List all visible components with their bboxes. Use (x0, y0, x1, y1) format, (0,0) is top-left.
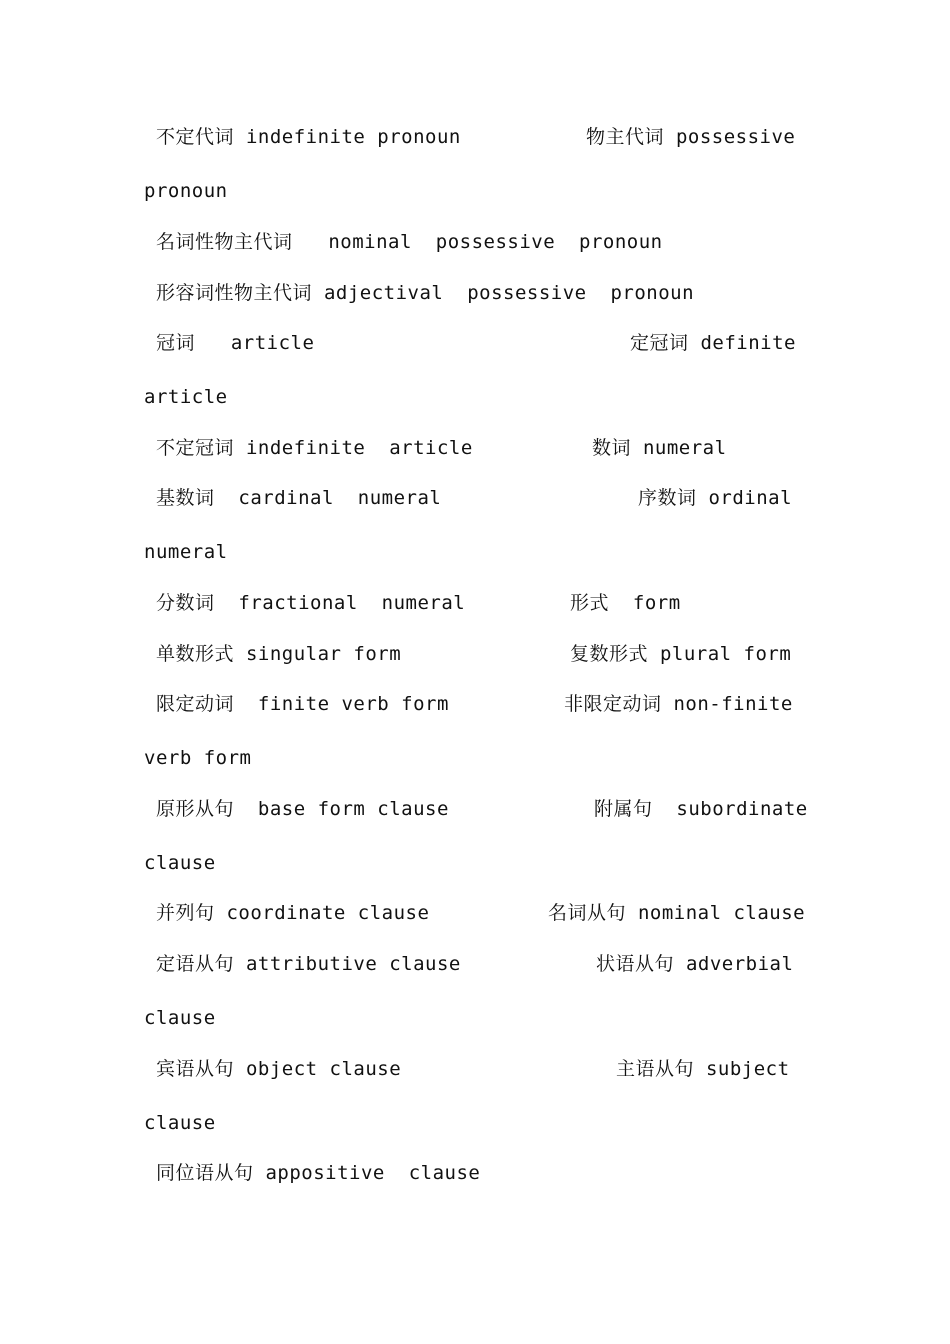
term-left: 同位语从句 appositive clause (156, 1162, 481, 1184)
term-left: 宾语从句 object clause (156, 1058, 402, 1080)
term-left: clause (144, 852, 216, 874)
term-line-continuation (144, 1003, 808, 1033)
term-left: 不定冠词 indefinite article (156, 437, 473, 459)
term-line-continuation (144, 176, 808, 206)
term-line (144, 588, 808, 618)
term-line (144, 433, 808, 463)
term-line (144, 949, 808, 979)
term-line (144, 689, 808, 719)
term-line-continuation (144, 537, 808, 567)
term-line-continuation (144, 848, 808, 878)
term-left: 基数词 cardinal numeral (156, 487, 442, 509)
term-right: 序数词 ordinal (638, 487, 793, 509)
term-left: 不定代词 indefinite pronoun (156, 126, 461, 148)
term-left: 并列句 coordinate clause (156, 902, 430, 924)
term-left: 原形从句 base form clause (156, 798, 449, 820)
term-right: 复数形式 plural form (570, 643, 792, 665)
term-left: numeral (144, 541, 228, 563)
term-left: pronoun (144, 180, 228, 202)
term-line (144, 1158, 808, 1188)
term-right: 附属句 subordinate (594, 798, 808, 820)
term-left: 名词性物主代词 nominal possessive pronoun (156, 231, 663, 253)
term-left: 定语从句 attributive clause (156, 953, 461, 975)
term-right: 名词从句 nominal clause (548, 902, 806, 924)
term-left: verb form (144, 747, 252, 769)
term-left: 单数形式 singular form (156, 643, 402, 665)
term-right: 数词 numeral (592, 437, 727, 459)
term-line (144, 483, 808, 513)
term-line-continuation (144, 743, 808, 773)
term-right: 形式 form (570, 592, 681, 614)
term-left: article (144, 386, 228, 408)
term-left: 冠词 article (156, 332, 315, 354)
term-line-continuation (144, 382, 808, 412)
term-right: 定冠词 definite (630, 332, 796, 354)
term-line (144, 794, 808, 824)
term-line (144, 278, 808, 308)
term-line (144, 227, 808, 257)
term-right: 非限定动词 non-finite (564, 693, 793, 715)
term-left: 分数词 fractional numeral (156, 592, 466, 614)
term-line (144, 898, 808, 928)
term-left: clause (144, 1007, 216, 1029)
term-line (144, 328, 808, 358)
term-left: 限定动词 finite verb form (156, 693, 449, 715)
term-left: clause (144, 1112, 216, 1134)
term-right: 主语从句 subject (616, 1058, 790, 1080)
term-line (144, 639, 808, 669)
term-left: 形容词性物主代词 adjectival possessive pronoun (156, 282, 695, 304)
term-right: 物主代词 possessive (586, 126, 796, 148)
term-line-continuation (144, 1108, 808, 1138)
term-line (144, 122, 808, 152)
term-right: 状语从句 adverbial (596, 953, 794, 975)
term-line (144, 1054, 808, 1084)
